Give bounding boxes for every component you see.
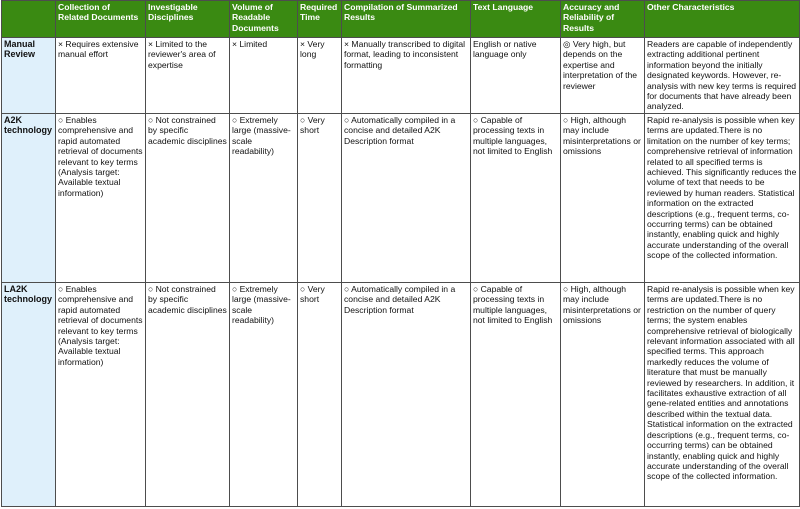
cell-collection: ○ Enables comprehensive and rapid automated retrieval of documents relevant to key terms (Analysis target: Available textual information) [56, 114, 146, 283]
row-label-a2k-technology: A2K technology [2, 114, 56, 283]
header-time: Required Time [298, 1, 342, 38]
header-other: Other Characteristics [645, 1, 800, 38]
table-row-la2k-technology [2, 283, 800, 507]
cell-language: ○ Capable of processing texts in multiple languages, not limited to English [471, 283, 561, 507]
cell-volume: ○ Extremely large (massive-scale readability) [230, 114, 298, 283]
cell-collection: ○ Enables comprehensive and rapid automated retrieval of documents relevant to key terms (Analysis target: Available textual information) [56, 283, 146, 507]
table-row-a2k-technology [2, 114, 800, 283]
cell-other: Readers are capable of independently extracting additional pertinent information beyond the initially designated keywords. However, re-analysis with new key terms is required for documents that have already been analyzed. [645, 38, 800, 114]
cell-time: × Very long [298, 38, 342, 114]
cell-disciplines: × Limited to the reviewer's area of expertise [146, 38, 230, 114]
header-compilation: Compilation of Summarized Results [342, 1, 471, 38]
cell-compilation: ○ Automatically compiled in a concise and detailed A2K Description format [342, 283, 471, 507]
row-label-la2k-technology: LA2K technology [2, 283, 56, 507]
cell-disciplines: ○ Not constrained by specific academic disciplines [146, 283, 230, 507]
header-accuracy: Accuracy and Reliability of Results [561, 1, 645, 38]
table-row-manual-review [2, 38, 800, 114]
cell-time: ○ Very short [298, 283, 342, 507]
cell-language: ○ Capable of processing texts in multiple languages, not limited to English [471, 114, 561, 283]
cell-disciplines: ○ Not constrained by specific academic disciplines [146, 114, 230, 283]
cell-time: ○ Very short [298, 114, 342, 283]
cell-volume: × Limited [230, 38, 298, 114]
header-row [2, 1, 800, 38]
header-collection: Collection of Related Documents [56, 1, 146, 38]
cell-other: Rapid re-analysis is possible when key terms are updated.There is no restriction on the number of query terms; the system enables comprehensive retrieval of biologically relevant information associated with all specified terms. This approach markedly reduces the volume of literature that must be manually reviewed by researchers. In addition, it facilitates exhaustive extraction of all gene-related entities and annotations described within the textual data. Statistical information on the extracted descriptions (e.g., frequent terms, co-occurring terms) can be obtained instantly, enabling quick and highly accurate understanding of the overall scope of the collected information. [645, 283, 800, 507]
cell-compilation: ○ Automatically compiled in a concise and detailed A2K Description format [342, 114, 471, 283]
cell-language: English or native language only [471, 38, 561, 114]
cell-volume: ○ Extremely large (massive-scale readability) [230, 283, 298, 507]
comparison-table [1, 0, 800, 507]
cell-accuracy: ○ High, although may include misinterpretations or omissions [561, 283, 645, 507]
header-language: Text Language [471, 1, 561, 38]
header-volume: Volume of Readable Documents [230, 1, 298, 38]
header-disciplines: Investigable Disciplines [146, 1, 230, 38]
cell-other: Rapid re-analysis is possible when key terms are updated.There is no limitation on the number of key terms; comprehensive retrieval of information related to all specified terms is achieved. This significantly reduces the volume of text that needs to be reviewed by human readers. Statistical information on the extracted descriptions (e.g., frequent terms, co-occurring terms) can be obtained instantly, enabling quick and highly accurate understanding of the overall scope of the collected information. [645, 114, 800, 283]
cell-compilation: × Manually transcribed to digital format, leading to inconsistent formatting [342, 38, 471, 114]
header-corner-cell [2, 1, 56, 38]
cell-accuracy: ◎ Very high, but depends on the expertise and interpretation of the reviewer [561, 38, 645, 114]
cell-collection: × Requires extensive manual effort [56, 38, 146, 114]
cell-accuracy: ○ High, although may include misinterpretations or omissions [561, 114, 645, 283]
row-label-manual-review: Manual Review [2, 38, 56, 114]
